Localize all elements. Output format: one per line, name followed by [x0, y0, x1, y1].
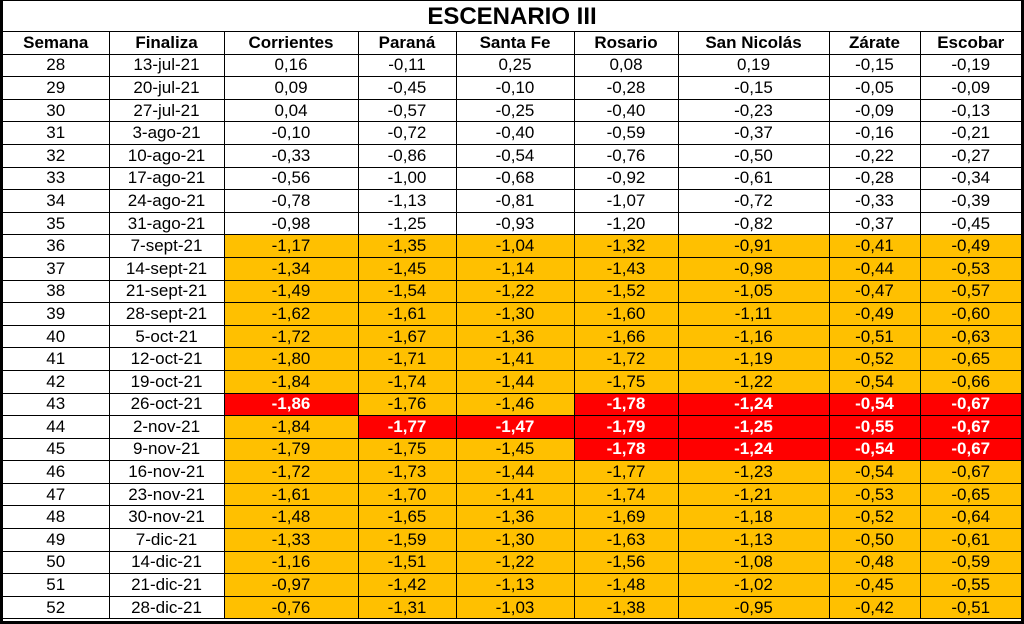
- value-cell: -0,65: [920, 348, 1021, 371]
- date-cell: 17-ago-21: [109, 167, 224, 190]
- value-cell: -1,75: [358, 438, 456, 461]
- header-cell: San Nicolás: [678, 32, 829, 54]
- value-cell: -0,09: [829, 99, 920, 122]
- value-cell: -0,54: [456, 144, 574, 167]
- date-cell: 16-nov-21: [109, 461, 224, 484]
- value-cell: -1,47: [456, 416, 574, 439]
- value-cell: 0,08: [574, 54, 678, 77]
- value-cell: -0,49: [920, 235, 1021, 258]
- value-cell: -1,00: [358, 167, 456, 190]
- value-cell: -1,36: [456, 325, 574, 348]
- table-row: [3, 596, 1021, 619]
- value-cell: -0,47: [829, 280, 920, 303]
- value-cell: -0,72: [678, 190, 829, 213]
- table-row: [3, 280, 1021, 303]
- week-cell: 38: [3, 280, 109, 303]
- table-row: [3, 348, 1021, 371]
- week-cell: 41: [3, 348, 109, 371]
- table-row: [3, 438, 1021, 461]
- date-cell: 10-ago-21: [109, 144, 224, 167]
- value-cell: -1,24: [678, 438, 829, 461]
- value-cell: -1,05: [678, 280, 829, 303]
- week-cell: 33: [3, 167, 109, 190]
- date-cell: 27-jul-21: [109, 99, 224, 122]
- value-cell: -0,63: [920, 325, 1021, 348]
- date-cell: 7-sept-21: [109, 235, 224, 258]
- value-cell: -0,49: [829, 303, 920, 326]
- value-cell: -0,91: [678, 235, 829, 258]
- value-cell: -0,95: [678, 596, 829, 619]
- value-cell: -0,10: [456, 77, 574, 100]
- table-row: [3, 529, 1021, 552]
- value-cell: -1,72: [224, 461, 358, 484]
- value-cell: -1,49: [224, 280, 358, 303]
- table-row: [3, 144, 1021, 167]
- header-cell: Escobar: [920, 32, 1021, 54]
- value-cell: -1,67: [358, 325, 456, 348]
- value-cell: -1,60: [574, 303, 678, 326]
- value-cell: -0,98: [224, 212, 358, 235]
- week-cell: 34: [3, 190, 109, 213]
- value-cell: -1,48: [574, 574, 678, 597]
- value-cell: -0,05: [829, 77, 920, 100]
- value-cell: -1,30: [456, 303, 574, 326]
- value-cell: -0,57: [358, 99, 456, 122]
- value-cell: -0,50: [829, 529, 920, 552]
- value-cell: -1,62: [224, 303, 358, 326]
- value-cell: -0,45: [920, 212, 1021, 235]
- value-cell: -1,25: [358, 212, 456, 235]
- table-row: [3, 235, 1021, 258]
- value-cell: -1,56: [574, 551, 678, 574]
- value-cell: -1,72: [574, 348, 678, 371]
- value-cell: -0,54: [829, 393, 920, 416]
- value-cell: 0,09: [224, 77, 358, 100]
- value-cell: -1,74: [574, 483, 678, 506]
- value-cell: -1,16: [224, 551, 358, 574]
- value-cell: -0,55: [920, 574, 1021, 597]
- value-cell: -1,86: [224, 393, 358, 416]
- value-cell: -0,28: [829, 167, 920, 190]
- date-cell: 21-dic-21: [109, 574, 224, 597]
- table-row: [3, 461, 1021, 484]
- table-row: [3, 416, 1021, 439]
- value-cell: -1,11: [678, 303, 829, 326]
- value-cell: -0,76: [224, 596, 358, 619]
- value-cell: -0,82: [678, 212, 829, 235]
- value-cell: -1,04: [456, 235, 574, 258]
- table-row: [3, 483, 1021, 506]
- week-cell: 47: [3, 483, 109, 506]
- value-cell: -0,67: [920, 461, 1021, 484]
- value-cell: -0,53: [829, 483, 920, 506]
- value-cell: -1,63: [574, 529, 678, 552]
- value-cell: -0,40: [456, 122, 574, 145]
- table-row: [3, 506, 1021, 529]
- value-cell: -0,13: [920, 99, 1021, 122]
- value-cell: -0,57: [920, 280, 1021, 303]
- value-cell: -1,79: [574, 416, 678, 439]
- value-cell: -0,45: [358, 77, 456, 100]
- value-cell: -1,70: [358, 483, 456, 506]
- value-cell: -1,18: [678, 506, 829, 529]
- value-cell: -1,65: [358, 506, 456, 529]
- value-cell: -1,42: [358, 574, 456, 597]
- value-cell: -1,45: [456, 438, 574, 461]
- value-cell: -1,13: [678, 529, 829, 552]
- value-cell: -1,43: [574, 257, 678, 280]
- table-title: ESCENARIO III: [3, 1, 1021, 32]
- value-cell: -0,59: [574, 122, 678, 145]
- value-cell: -0,98: [678, 257, 829, 280]
- value-cell: -1,44: [456, 461, 574, 484]
- week-cell: 44: [3, 416, 109, 439]
- value-cell: -0,15: [829, 54, 920, 77]
- table-row: [3, 574, 1021, 597]
- table-row: [3, 77, 1021, 100]
- table-row: [3, 99, 1021, 122]
- value-cell: -0,67: [920, 438, 1021, 461]
- header-cell: Rosario: [574, 32, 678, 54]
- value-cell: -1,34: [224, 257, 358, 280]
- value-cell: -1,80: [224, 348, 358, 371]
- value-cell: -0,15: [678, 77, 829, 100]
- value-cell: -1,08: [678, 551, 829, 574]
- value-cell: -1,48: [224, 506, 358, 529]
- value-cell: -1,61: [358, 303, 456, 326]
- value-cell: -1,30: [456, 529, 574, 552]
- date-cell: 19-oct-21: [109, 370, 224, 393]
- value-cell: -0,51: [829, 325, 920, 348]
- value-cell: -0,19: [920, 54, 1021, 77]
- value-cell: -0,27: [920, 144, 1021, 167]
- value-cell: -1,13: [358, 190, 456, 213]
- value-cell: -1,23: [678, 461, 829, 484]
- value-cell: -0,76: [574, 144, 678, 167]
- spreadsheet: [2, 0, 1022, 622]
- value-cell: -1,33: [224, 529, 358, 552]
- value-cell: -1,21: [678, 483, 829, 506]
- value-cell: -0,92: [574, 167, 678, 190]
- date-cell: 24-ago-21: [109, 190, 224, 213]
- value-cell: -1,35: [358, 235, 456, 258]
- value-cell: -0,39: [920, 190, 1021, 213]
- value-cell: -1,32: [574, 235, 678, 258]
- value-cell: -1,75: [574, 370, 678, 393]
- value-cell: -1,78: [574, 438, 678, 461]
- value-cell: -0,21: [920, 122, 1021, 145]
- value-cell: -0,33: [224, 144, 358, 167]
- value-cell: -1,84: [224, 370, 358, 393]
- value-cell: -1,78: [574, 393, 678, 416]
- value-cell: -1,71: [358, 348, 456, 371]
- value-cell: -0,45: [829, 574, 920, 597]
- date-cell: 13-jul-21: [109, 54, 224, 77]
- value-cell: -0,33: [829, 190, 920, 213]
- value-cell: -1,44: [456, 370, 574, 393]
- value-cell: -0,34: [920, 167, 1021, 190]
- value-cell: -0,61: [920, 529, 1021, 552]
- table-row: [3, 370, 1021, 393]
- header-row: [3, 32, 1021, 54]
- value-cell: -0,81: [456, 190, 574, 213]
- week-cell: 50: [3, 551, 109, 574]
- value-cell: -1,13: [456, 574, 574, 597]
- value-cell: -1,24: [678, 393, 829, 416]
- value-cell: -0,67: [920, 393, 1021, 416]
- value-cell: -0,16: [829, 122, 920, 145]
- table-row: [3, 325, 1021, 348]
- value-cell: -0,53: [920, 257, 1021, 280]
- date-cell: 14-sept-21: [109, 257, 224, 280]
- date-cell: 14-dic-21: [109, 551, 224, 574]
- value-cell: -0,23: [678, 99, 829, 122]
- week-cell: 28: [3, 54, 109, 77]
- date-cell: 20-jul-21: [109, 77, 224, 100]
- week-cell: 39: [3, 303, 109, 326]
- value-cell: -1,54: [358, 280, 456, 303]
- value-cell: -1,20: [574, 212, 678, 235]
- date-cell: 26-oct-21: [109, 393, 224, 416]
- table-row: [3, 303, 1021, 326]
- week-cell: 30: [3, 99, 109, 122]
- value-cell: -1,74: [358, 370, 456, 393]
- value-cell: -1,22: [456, 280, 574, 303]
- value-cell: -0,42: [829, 596, 920, 619]
- value-cell: 0,16: [224, 54, 358, 77]
- value-cell: -1,22: [456, 551, 574, 574]
- date-cell: 7-dic-21: [109, 529, 224, 552]
- header-cell: Zárate: [829, 32, 920, 54]
- week-cell: 48: [3, 506, 109, 529]
- value-cell: -1,52: [574, 280, 678, 303]
- table-row: [3, 551, 1021, 574]
- value-cell: -0,51: [920, 596, 1021, 619]
- value-cell: -0,68: [456, 167, 574, 190]
- value-cell: -0,93: [456, 212, 574, 235]
- date-cell: 12-oct-21: [109, 348, 224, 371]
- value-cell: -1,73: [358, 461, 456, 484]
- week-cell: 32: [3, 144, 109, 167]
- table-row: [3, 122, 1021, 145]
- value-cell: -0,67: [920, 416, 1021, 439]
- value-cell: -0,28: [574, 77, 678, 100]
- value-cell: -0,97: [224, 574, 358, 597]
- value-cell: -1,45: [358, 257, 456, 280]
- value-cell: -0,25: [456, 99, 574, 122]
- header-cell: Corrientes: [224, 32, 358, 54]
- week-cell: 42: [3, 370, 109, 393]
- value-cell: 0,19: [678, 54, 829, 77]
- value-cell: -0,61: [678, 167, 829, 190]
- week-cell: 40: [3, 325, 109, 348]
- date-cell: 31-ago-21: [109, 212, 224, 235]
- value-cell: -1,02: [678, 574, 829, 597]
- value-cell: -0,22: [829, 144, 920, 167]
- week-cell: 35: [3, 212, 109, 235]
- date-cell: 5-oct-21: [109, 325, 224, 348]
- data-table: [3, 32, 1021, 619]
- value-cell: -1,72: [224, 325, 358, 348]
- value-cell: -1,41: [456, 483, 574, 506]
- date-cell: 30-nov-21: [109, 506, 224, 529]
- header-cell: Paraná: [358, 32, 456, 54]
- value-cell: -1,22: [678, 370, 829, 393]
- header-cell: Semana: [3, 32, 109, 54]
- week-cell: 43: [3, 393, 109, 416]
- value-cell: -0,50: [678, 144, 829, 167]
- value-cell: -0,40: [574, 99, 678, 122]
- value-cell: -1,16: [678, 325, 829, 348]
- week-cell: 49: [3, 529, 109, 552]
- week-cell: 29: [3, 77, 109, 100]
- value-cell: -1,77: [574, 461, 678, 484]
- value-cell: 0,04: [224, 99, 358, 122]
- date-cell: 9-nov-21: [109, 438, 224, 461]
- value-cell: -1,03: [456, 596, 574, 619]
- table-row: [3, 167, 1021, 190]
- week-cell: 45: [3, 438, 109, 461]
- value-cell: -0,72: [358, 122, 456, 145]
- date-cell: 2-nov-21: [109, 416, 224, 439]
- table-row: [3, 190, 1021, 213]
- value-cell: -1,76: [358, 393, 456, 416]
- value-cell: -1,84: [224, 416, 358, 439]
- week-cell: 36: [3, 235, 109, 258]
- value-cell: -1,61: [224, 483, 358, 506]
- value-cell: -0,37: [829, 212, 920, 235]
- value-cell: -1,14: [456, 257, 574, 280]
- value-cell: -1,25: [678, 416, 829, 439]
- week-cell: 31: [3, 122, 109, 145]
- value-cell: -0,09: [920, 77, 1021, 100]
- value-cell: -0,48: [829, 551, 920, 574]
- value-cell: -0,78: [224, 190, 358, 213]
- week-cell: 37: [3, 257, 109, 280]
- value-cell: -0,56: [224, 167, 358, 190]
- value-cell: -0,65: [920, 483, 1021, 506]
- value-cell: -1,66: [574, 325, 678, 348]
- value-cell: -0,10: [224, 122, 358, 145]
- value-cell: -1,79: [224, 438, 358, 461]
- table-row: [3, 212, 1021, 235]
- date-cell: 28-sept-21: [109, 303, 224, 326]
- date-cell: 3-ago-21: [109, 122, 224, 145]
- value-cell: -0,54: [829, 438, 920, 461]
- value-cell: -1,17: [224, 235, 358, 258]
- value-cell: -1,51: [358, 551, 456, 574]
- week-cell: 52: [3, 596, 109, 619]
- value-cell: -0,60: [920, 303, 1021, 326]
- table-body: [3, 54, 1021, 619]
- value-cell: -1,36: [456, 506, 574, 529]
- date-cell: 21-sept-21: [109, 280, 224, 303]
- value-cell: -1,77: [358, 416, 456, 439]
- value-cell: -0,54: [829, 370, 920, 393]
- value-cell: -0,54: [829, 461, 920, 484]
- value-cell: -0,11: [358, 54, 456, 77]
- value-cell: 0,25: [456, 54, 574, 77]
- value-cell: -0,66: [920, 370, 1021, 393]
- value-cell: -0,52: [829, 348, 920, 371]
- table-row: [3, 393, 1021, 416]
- value-cell: -1,46: [456, 393, 574, 416]
- header-cell: Santa Fe: [456, 32, 574, 54]
- value-cell: -0,37: [678, 122, 829, 145]
- value-cell: -1,31: [358, 596, 456, 619]
- value-cell: -0,55: [829, 416, 920, 439]
- table-row: [3, 54, 1021, 77]
- date-cell: 23-nov-21: [109, 483, 224, 506]
- value-cell: -1,19: [678, 348, 829, 371]
- value-cell: -0,59: [920, 551, 1021, 574]
- week-cell: 51: [3, 574, 109, 597]
- value-cell: -1,41: [456, 348, 574, 371]
- value-cell: -1,07: [574, 190, 678, 213]
- table-row: [3, 257, 1021, 280]
- value-cell: -0,41: [829, 235, 920, 258]
- value-cell: -0,44: [829, 257, 920, 280]
- week-cell: 46: [3, 461, 109, 484]
- header-cell: Finaliza: [109, 32, 224, 54]
- date-cell: 28-dic-21: [109, 596, 224, 619]
- value-cell: -1,59: [358, 529, 456, 552]
- value-cell: -1,69: [574, 506, 678, 529]
- value-cell: -1,38: [574, 596, 678, 619]
- value-cell: -0,64: [920, 506, 1021, 529]
- value-cell: -0,52: [829, 506, 920, 529]
- value-cell: -0,86: [358, 144, 456, 167]
